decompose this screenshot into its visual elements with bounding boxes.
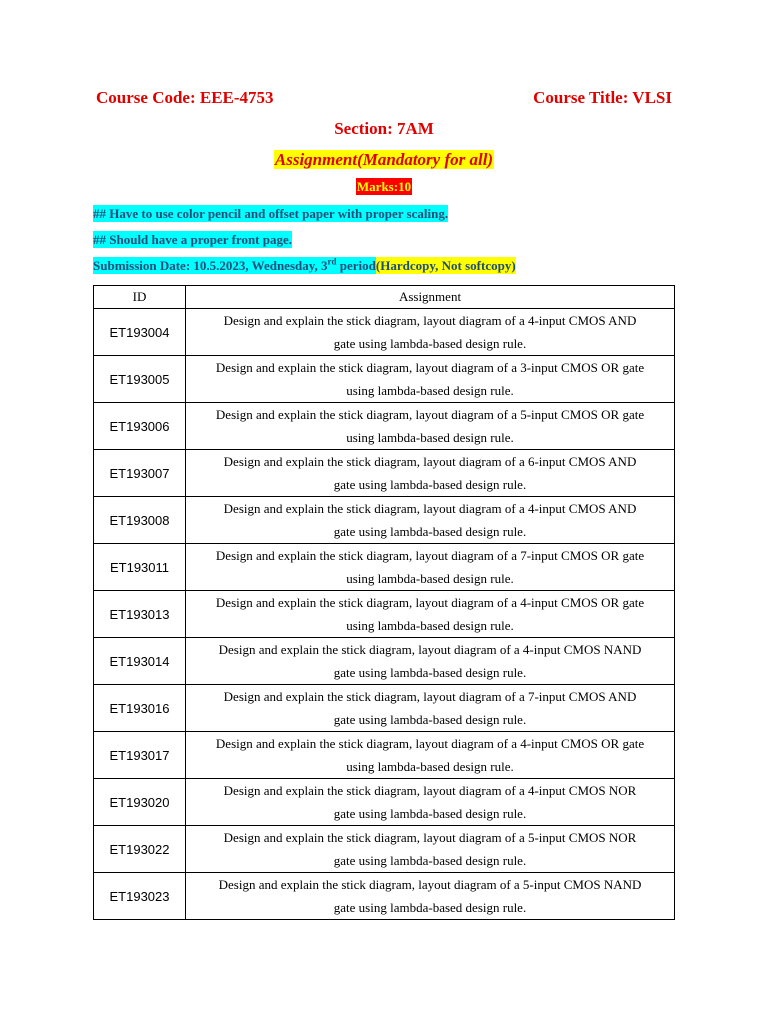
assignment-table xyxy=(93,285,675,920)
submission-hardcopy: (Hardcopy, Not softcopy) xyxy=(375,258,516,273)
assignment-description xyxy=(186,685,675,732)
table-body xyxy=(94,309,675,920)
table-row xyxy=(94,309,675,356)
table-row xyxy=(94,497,675,544)
student-id: ET193004 xyxy=(94,309,186,356)
header-assignment: Assignment xyxy=(186,286,675,309)
submission-superscript: rd xyxy=(327,256,337,267)
note-pencil-text: ## Have to use color pencil and offset paper with proper scaling. xyxy=(93,206,449,221)
header-id: ID xyxy=(94,286,186,309)
description-line-1: Design and explain the stick diagram, layout diagram of a 4-input CMOS AND xyxy=(223,313,637,328)
student-id: ET193020 xyxy=(94,779,186,826)
description-line-2: using lambda-based design rule. xyxy=(346,571,514,586)
table-row xyxy=(94,779,675,826)
assignment-description xyxy=(186,403,675,450)
marks-line xyxy=(0,179,768,195)
assignment-heading: Assignment(Mandatory for all) xyxy=(274,150,494,169)
description-line-1: Design and explain the stick diagram, layout diagram of a 4-input CMOS OR gate xyxy=(215,595,645,610)
description-line-1: Design and explain the stick diagram, layout diagram of a 4-input CMOS NOR xyxy=(223,783,637,798)
table-row xyxy=(94,638,675,685)
assignment-description xyxy=(186,638,675,685)
description-line-2: gate using lambda-based design rule. xyxy=(333,336,527,351)
assignment-description xyxy=(186,450,675,497)
course-title: Course Title: VLSI xyxy=(533,88,672,107)
table-row xyxy=(94,685,675,732)
description-line-1: Design and explain the stick diagram, layout diagram of a 5-input CMOS OR gate xyxy=(215,407,645,422)
student-id: ET193006 xyxy=(94,403,186,450)
description-line-2: using lambda-based design rule. xyxy=(346,618,514,633)
course-code: Course Code: EEE-4753 xyxy=(96,88,274,107)
student-id: ET193016 xyxy=(94,685,186,732)
student-id: ET193023 xyxy=(94,873,186,920)
description-line-1: Design and explain the stick diagram, layout diagram of a 3-input CMOS OR gate xyxy=(215,360,645,375)
marks-badge: Marks:10 xyxy=(356,179,412,194)
table-row xyxy=(94,873,675,920)
note-pencil xyxy=(93,206,448,222)
section-label: Section: 7AM xyxy=(334,119,434,138)
table-row xyxy=(94,403,675,450)
description-line-2: using lambda-based design rule. xyxy=(346,759,514,774)
description-line-2: gate using lambda-based design rule. xyxy=(333,477,527,492)
table-header-row xyxy=(94,286,675,309)
table-row xyxy=(94,356,675,403)
table-row xyxy=(94,591,675,638)
table-row xyxy=(94,450,675,497)
student-id: ET193017 xyxy=(94,732,186,779)
description-line-2: gate using lambda-based design rule. xyxy=(333,853,527,868)
submission-date-text xyxy=(93,257,376,274)
table-row xyxy=(94,826,675,873)
student-id: ET193014 xyxy=(94,638,186,685)
student-id: ET193022 xyxy=(94,826,186,873)
student-id: ET193011 xyxy=(94,544,186,591)
description-line-1: Design and explain the stick diagram, layout diagram of a 7-input CMOS OR gate xyxy=(215,548,645,563)
assignment-description xyxy=(186,497,675,544)
assignment-description xyxy=(186,826,675,873)
note-front-page-text: ## Should have a proper front page. xyxy=(93,232,293,247)
note-front-page xyxy=(93,232,292,248)
table-row xyxy=(94,732,675,779)
table-row xyxy=(94,544,675,591)
submission-prefix: Submission Date: 10.5.2023, Wednesday, 3 xyxy=(93,258,328,273)
assignment-description xyxy=(186,779,675,826)
description-line-1: Design and explain the stick diagram, layout diagram of a 5-input CMOS NOR xyxy=(223,830,637,845)
description-line-1: Design and explain the stick diagram, layout diagram of a 5-input CMOS NAND xyxy=(218,877,642,892)
assignment-description xyxy=(186,873,675,920)
student-id: ET193007 xyxy=(94,450,186,497)
description-line-2: using lambda-based design rule. xyxy=(346,430,514,445)
course-header xyxy=(96,88,672,108)
description-line-2: gate using lambda-based design rule. xyxy=(333,900,527,915)
description-line-2: gate using lambda-based design rule. xyxy=(333,712,527,727)
assignment-description xyxy=(186,732,675,779)
assignment-description xyxy=(186,309,675,356)
submission-date xyxy=(93,258,516,274)
student-id: ET193005 xyxy=(94,356,186,403)
description-line-1: Design and explain the stick diagram, layout diagram of a 4-input CMOS NAND xyxy=(218,642,642,657)
assignment-description xyxy=(186,544,675,591)
student-id: ET193008 xyxy=(94,497,186,544)
submission-period: period xyxy=(336,258,376,273)
description-line-1: Design and explain the stick diagram, layout diagram of a 4-input CMOS OR gate xyxy=(215,736,645,751)
student-id: ET193013 xyxy=(94,591,186,638)
description-line-2: gate using lambda-based design rule. xyxy=(333,806,527,821)
assignment-description xyxy=(186,591,675,638)
description-line-1: Design and explain the stick diagram, layout diagram of a 4-input CMOS AND xyxy=(223,501,637,516)
description-line-1: Design and explain the stick diagram, layout diagram of a 6-input CMOS AND xyxy=(223,454,637,469)
description-line-1: Design and explain the stick diagram, layout diagram of a 7-input CMOS AND xyxy=(223,689,637,704)
assignment-description xyxy=(186,356,675,403)
description-line-2: gate using lambda-based design rule. xyxy=(333,665,527,680)
assignment-heading-line xyxy=(0,150,768,170)
description-line-2: using lambda-based design rule. xyxy=(346,383,514,398)
description-line-2: gate using lambda-based design rule. xyxy=(333,524,527,539)
